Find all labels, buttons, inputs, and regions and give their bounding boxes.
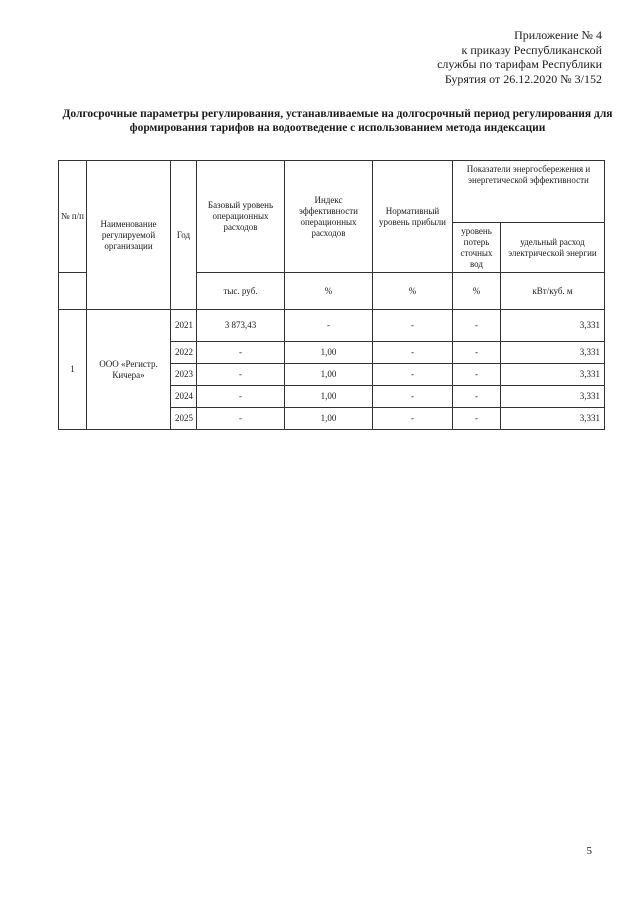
appendix-line: к приказу Республиканской bbox=[461, 42, 602, 57]
unit-profit: % bbox=[373, 273, 453, 310]
row-power: 3,331 bbox=[501, 342, 605, 364]
header-loss: уровень потерь сточных вод bbox=[453, 223, 501, 273]
unit-index: % bbox=[285, 273, 373, 310]
header-org: Наименование регулируемой организации bbox=[87, 161, 171, 310]
page-number: 5 bbox=[586, 845, 592, 857]
row-year: 2024 bbox=[171, 386, 197, 408]
appendix-line: Бурятия от 26.12.2020 № 3/152 bbox=[444, 71, 602, 86]
org-number: 1 bbox=[59, 310, 87, 430]
header-base: Базовый уровень операционных расходов bbox=[197, 161, 285, 273]
unit-loss: % bbox=[453, 273, 501, 310]
header-year: Год bbox=[171, 161, 197, 310]
row-base: - bbox=[197, 342, 285, 364]
row-loss: - bbox=[453, 342, 501, 364]
row-profit: - bbox=[373, 364, 453, 386]
row-base: - bbox=[197, 364, 285, 386]
row-index: 1,00 bbox=[285, 408, 373, 430]
parameters-table bbox=[58, 160, 605, 430]
unit-power: кВт/куб. м bbox=[501, 273, 605, 310]
header-num: № п/п bbox=[59, 161, 87, 273]
row-base: 3 873,43 bbox=[197, 310, 285, 342]
row-index: 1,00 bbox=[285, 364, 373, 386]
row-power: 3,331 bbox=[501, 310, 605, 342]
row-profit: - bbox=[373, 408, 453, 430]
row-profit: - bbox=[373, 386, 453, 408]
row-index: - bbox=[285, 310, 373, 342]
row-loss: - bbox=[453, 386, 501, 408]
appendix-line: Приложение № 4 bbox=[514, 28, 602, 42]
row-year: 2023 bbox=[171, 364, 197, 386]
header-power: удельный расход электрической энергии bbox=[501, 223, 605, 273]
row-year: 2021 bbox=[171, 310, 197, 342]
row-base: - bbox=[197, 408, 285, 430]
row-index: 1,00 bbox=[285, 342, 373, 364]
row-base: - bbox=[197, 386, 285, 408]
appendix-line: службы по тарифам Республики bbox=[437, 57, 602, 71]
row-power: 3,331 bbox=[501, 364, 605, 386]
appendix-block bbox=[437, 28, 602, 86]
header-profit: Нормативный уровень прибыли bbox=[373, 161, 453, 273]
row-power: 3,331 bbox=[501, 408, 605, 430]
header-index: Индекс эффективности операционных расходов bbox=[285, 161, 373, 273]
units-num-empty bbox=[59, 273, 87, 310]
org-name: ООО «Регистр. Кичера» bbox=[87, 310, 171, 430]
row-profit: - bbox=[373, 310, 453, 342]
row-year: 2025 bbox=[171, 408, 197, 430]
row-profit: - bbox=[373, 342, 453, 364]
row-loss: - bbox=[453, 364, 501, 386]
row-loss: - bbox=[453, 310, 501, 342]
row-year: 2022 bbox=[171, 342, 197, 364]
row-power: 3,331 bbox=[501, 386, 605, 408]
unit-base: тыс. руб. bbox=[197, 273, 285, 310]
row-loss: - bbox=[453, 408, 501, 430]
row-index: 1,00 bbox=[285, 386, 373, 408]
document-title: Долгосрочные параметры регулирования, устанавливаемые на долгосрочный период регулирования для формирования тарифов на водоотведение с использованием метода индексации bbox=[62, 108, 613, 134]
header-energy-group: Показатели энергосбережения и энергетической эффективности bbox=[453, 161, 605, 223]
